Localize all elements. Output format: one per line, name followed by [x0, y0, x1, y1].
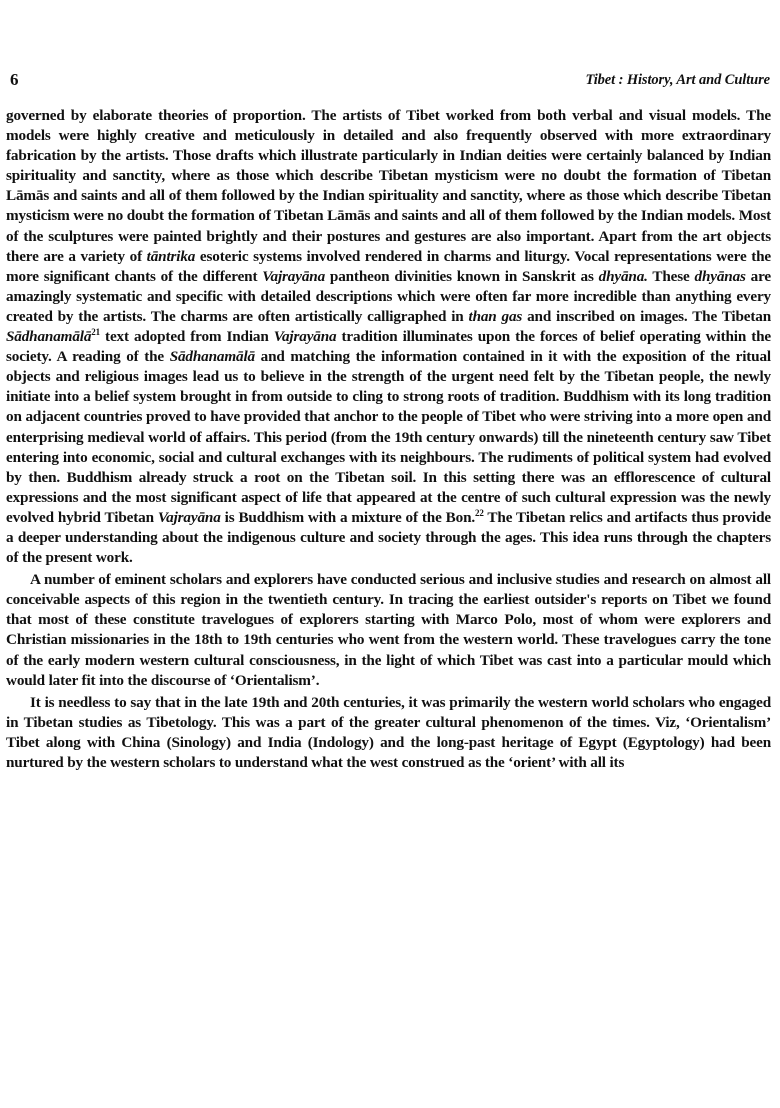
italic-term: Vajrayāna: [157, 508, 221, 526]
italic-term: dhyāna.: [598, 267, 648, 285]
text-run: tradition illuminates upon the forces of belief operating within the society. A reading of the: [6, 328, 771, 366]
running-title: Tibet : History, Art and Culture: [585, 72, 770, 88]
text-run: esoteric systems involved rendered in charms and liturgy. Vocal representations were the more significant chants of the different: [6, 247, 771, 285]
page-number: 6: [10, 70, 19, 89]
body-text: [6, 106, 771, 773]
text-run: governed by elaborate theories of proportion. The artists of Tibet worked from both verbal and visual models. The models were highly creative and meticulously in detailed and also frequently observed with more extraordinary fabrication by the artists. Those drafts which illustrate particularly in Indian deities were certainly balanced by Indian spirituality and sanctity, where as those which describe Tibetan mysticism were no doubt the formation of Tibetan Lāmās and saints and all of them followed by the Indian spirituality and sanctity, where as those which describe Tibetan mysticism were no doubt the formation of Tibetan Lāmās and saints and all of them followed by the Indian models. Most of the sculptures were painted brightly and their postures and gestures are also important. Apart from the art objects there are a variety of: [6, 107, 771, 265]
text-run: It is needless to say that in the late 19th and 20th centuries, it was primarily the western world scholars who engaged in Tibetan studies as Tibetology. This was a part of the greater cultural phenomenon of the times. Viz, ‘Orientalism’ Tibet along with China (Sinology) and India (Indology) and the long-past heritage of Egypt (Egyptology) had been nurtured by the western scholars to understand what the west construed as the ‘orient’ with all its: [6, 693, 771, 771]
text-run: and matching the information contained in it with the exposition of the ritual objects and religious images lead us to believe in the strength of the urgent need felt by the Tibetan people, the newly initiate into a belief system brought in from outside to cling to strong roots of tradition. Buddhism with its long tradition on adjacent countries proved to have provided that anchor to the people of Tibet who were striving into a more open and enterprising medieval world of affairs. This period (from the 19th century onwards) till the nineteenth century saw Tibet entering into economic, social and cultural exchanges with its neighbours. The rudiments of political system had evolved by then. Buddhism already struck a root on the Tibetan soil. In this setting there was an efflorescence of cultural expressions and the most significant aspect of life that appeared at the centre of such cultural expression was the newly evolved hybrid Tibetan: [6, 348, 771, 526]
footnote-ref: 21: [91, 326, 100, 337]
text-run: and inscribed on images. The Tibetan: [522, 307, 772, 325]
text-run: A number of eminent scholars and explorers have conducted serious and inclusive studies and research on almost all conceivable aspects of this region in the twentieth century. In tracing the earliest outsider's reports on Tibet we found that most of these constitute travelogues of explorers starting with Marco Polo, most of whom were explorers and Christian missionaries in the 18th to 19th centuries who went from the western world. These travelogues carry the tone of the early modern western cultural consciousness, in the light of which Tibet was cast into a particular mould which would later fit into the discourse of ‘Orientalism’.: [6, 571, 771, 689]
italic-term: Sādhanamālā: [6, 328, 92, 346]
text-run: pantheon divinities known in Sanskrit as: [325, 267, 599, 285]
text-run: These: [647, 267, 695, 285]
text-run: are amazingly systematic and specific with detailed descriptions which were often far more incredible than anything every created by the artists. The charms are often artistically calligraphed in: [6, 267, 771, 325]
italic-term: dhyānas: [694, 267, 746, 285]
text-run: is Buddhism with a mixture of the Bon.: [220, 508, 476, 526]
paragraph-1: [6, 106, 771, 568]
page-header: [10, 70, 770, 92]
footnote-ref: 22: [475, 507, 484, 518]
italic-term: than gas: [468, 307, 523, 325]
italic-term: tāntrika: [146, 247, 196, 265]
paragraph-3: [6, 693, 771, 773]
text-run: The Tibetan relics and artifacts thus provide a deeper understanding about the indigenous culture and society through the ages. This idea runs through the chapters of the present work.: [6, 508, 771, 567]
text-run: text adopted from Indian: [100, 328, 274, 346]
paragraph-2: [6, 570, 771, 691]
italic-term: Vajrayāna: [273, 328, 337, 346]
italic-term: Sādhanamālā: [169, 348, 255, 366]
italic-term: Vajrayāna: [262, 267, 326, 285]
